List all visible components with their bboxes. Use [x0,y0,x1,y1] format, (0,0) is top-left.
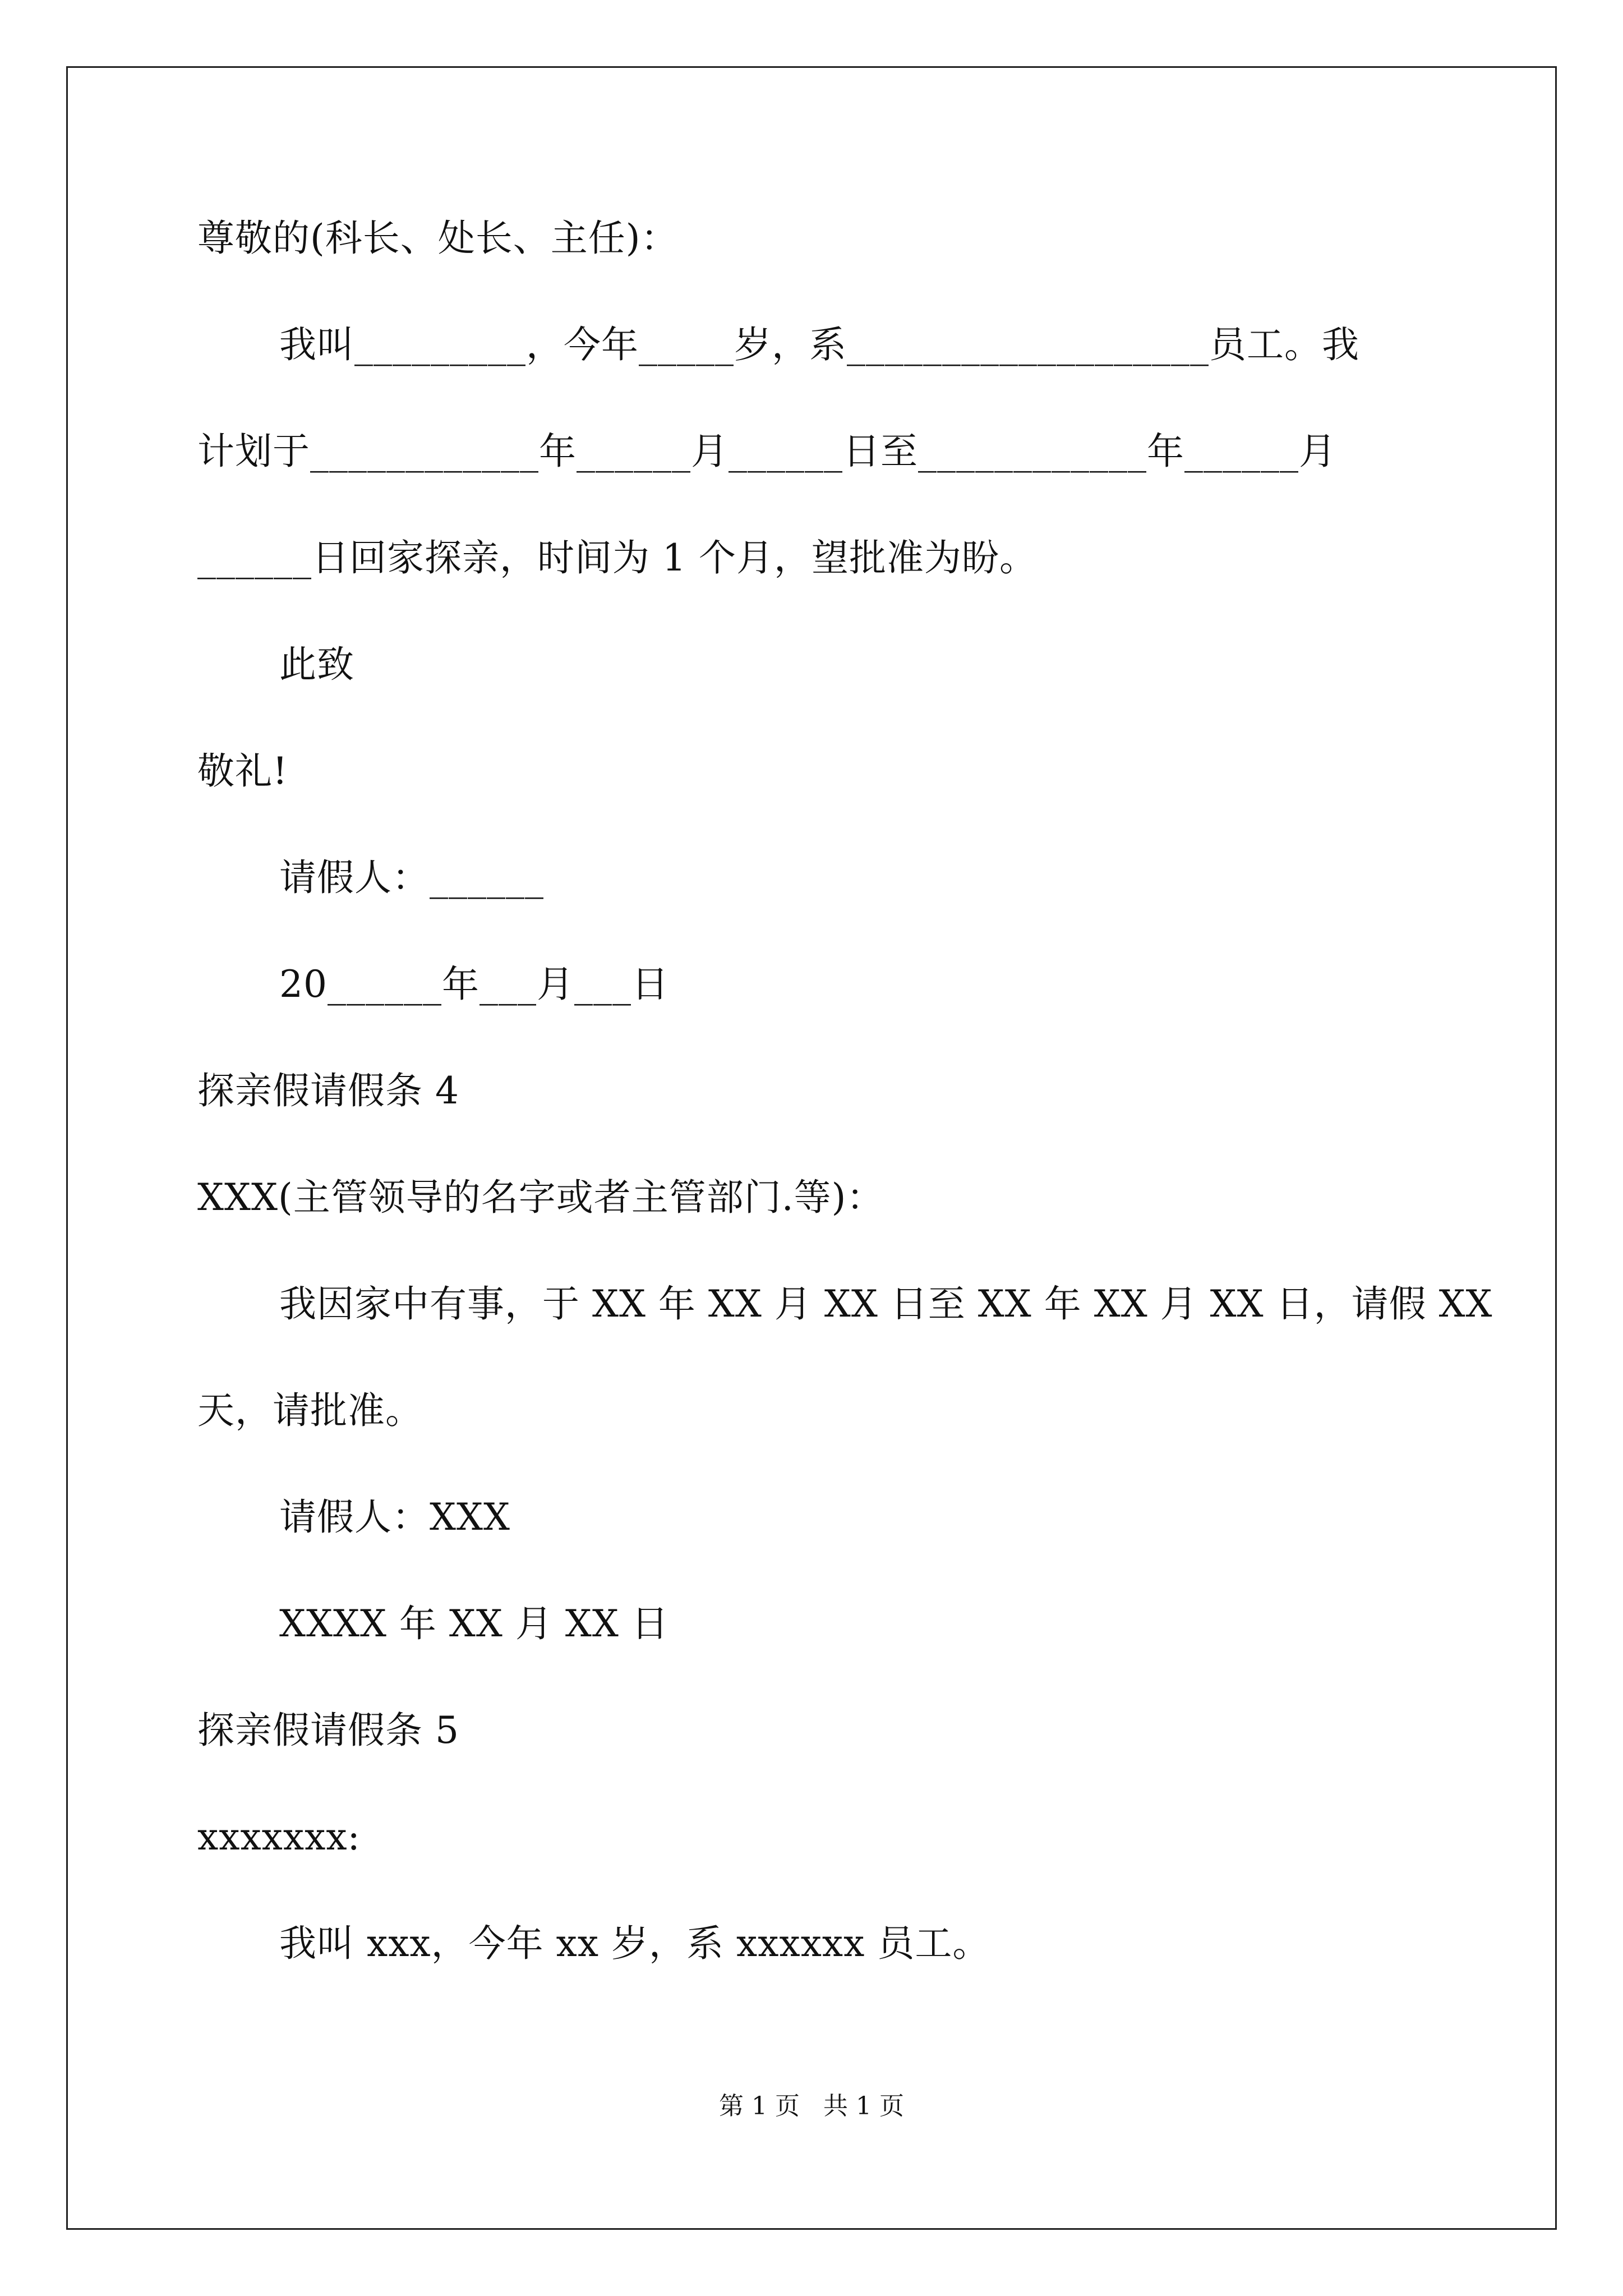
letter3-closing-ci-zhi: 此致 [279,643,354,686]
letter3-salutation: 尊敬的(科长、处长、主任)： [197,217,679,260]
letter4-applicant: 请假人：XXX [279,1496,510,1539]
letter4-body-line1: 我因家中有事，于 XX 年 XX 月 XX 日至 XX 年 XX 月 XX 日，请假 XX [279,1282,1493,1326]
letter3-body-line3: ______日回家探亲，时间为 1 个月，望批准为盼。 [197,536,1037,579]
letter4-body-line2: 天，请批准。 [197,1389,423,1432]
letter3-closing-jing-li: 敬礼! [197,749,288,793]
letter3-applicant: 请假人：______ [279,856,544,899]
letter3-body-line2: 计划于____________年______月______日至____________年______月 [197,430,1336,473]
page-footer: 第 1 页 共 1 页 [719,2092,904,2120]
page-border [66,66,1557,2230]
letter4-date: XXXX 年 XX 月 XX 日 [279,1602,669,1645]
letter4-salutation: XXX(主管领导的名字或者主管部门.等)： [197,1176,884,1219]
letter3-date: 20______年___月___日 [279,963,669,1006]
letter3-body-line1: 我叫_________，今年_____岁，系___________________员工。我 [279,323,1359,366]
letter5-title: 探亲假请假条 5 [197,1709,459,1752]
letter5-body-line1: 我叫 xxx，今年 xx 岁，系 xxxxxx 员工。 [279,1922,990,1965]
letter4-title: 探亲假请假条 4 [197,1069,459,1112]
letter5-salutation: xxxxxxx: [197,1815,361,1858]
